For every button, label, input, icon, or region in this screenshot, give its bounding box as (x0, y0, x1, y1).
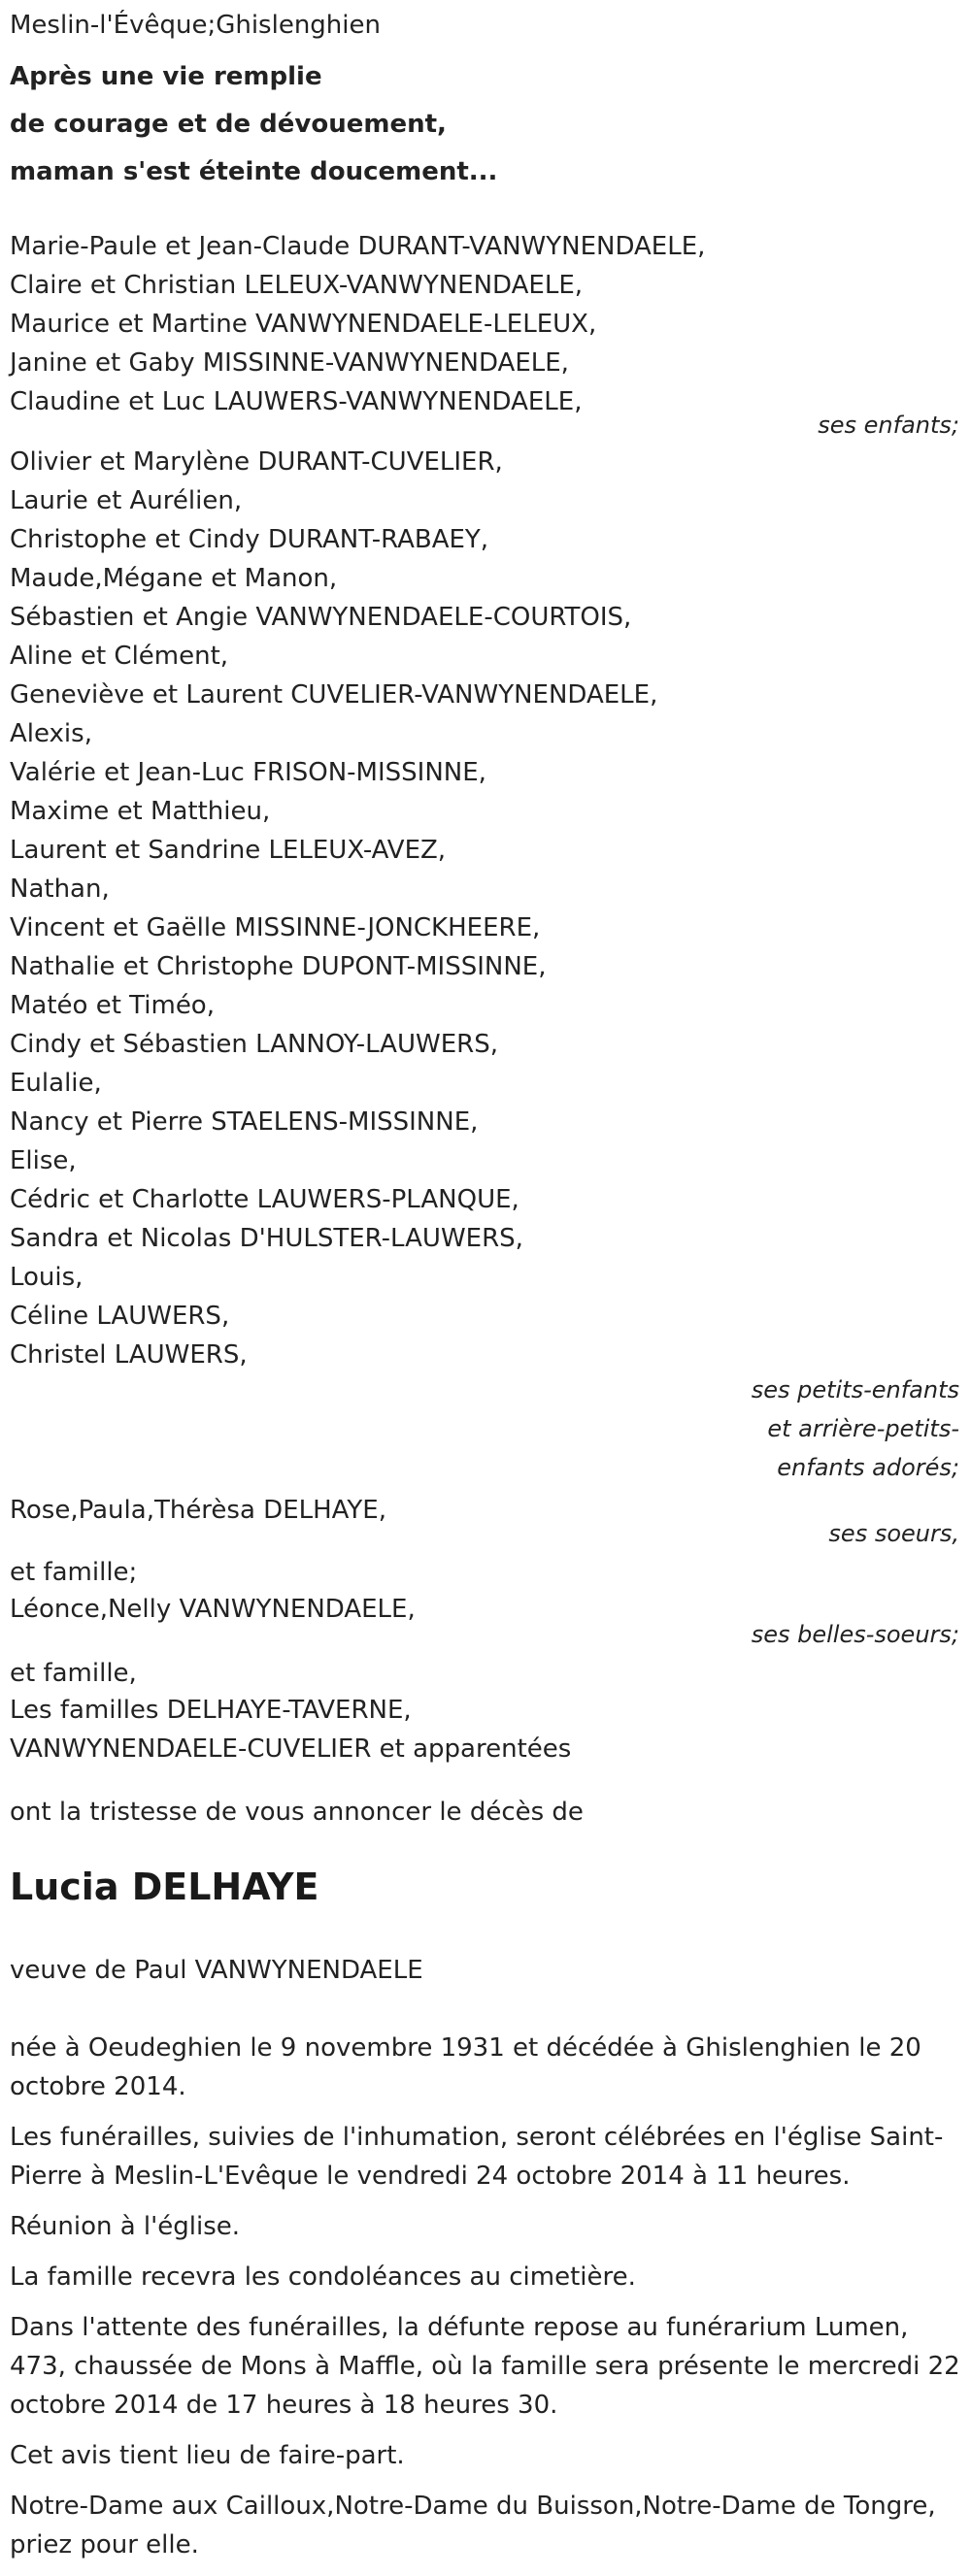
detail-paragraph: Réunion à l'église. (10, 2212, 241, 2241)
deceased-name: Lucia DELHAYE (10, 1866, 319, 1908)
epitaph-line: maman s'est éteinte doucement... (10, 157, 498, 186)
role-grandchildren: enfants adorés; (777, 1454, 959, 1481)
family-line: Cédric et Charlotte LAUWERS-PLANQUE, (10, 1185, 519, 1214)
family-line: Alexis, (10, 719, 92, 748)
family-line: Aline et Clément, (10, 642, 229, 671)
role-sisters-in-law: ses belles-soeurs; (751, 1621, 959, 1648)
family-line: et famille; (10, 1558, 138, 1587)
family-line: Maxime et Matthieu, (10, 797, 271, 826)
family-line: Céline LAUWERS, (10, 1302, 230, 1331)
family-line: Matéo et Timéo, (10, 991, 215, 1020)
family-line: Claire et Christian LELEUX-VANWYNENDAELE, (10, 271, 584, 300)
epitaph-line: de courage et de dévouement, (10, 110, 447, 139)
family-line: Christophe et Cindy DURANT-RABAEY, (10, 525, 489, 554)
family-line: Nathan, (10, 875, 110, 904)
family-line: Sébastien et Angie VANWYNENDAELE-COURTOIS, (10, 603, 632, 632)
family-line: et famille, (10, 1659, 137, 1688)
family-line: Marie-Paule et Jean-Claude DURANT-VANWYNENDAELE, (10, 232, 706, 261)
family-line: Sandra et Nicolas D'HULSTER-LAUWERS, (10, 1224, 523, 1253)
detail-paragraph: Notre-Dame aux Cailloux,Notre-Dame du Buisson,Notre-Dame de Tongre, priez pour elle. (10, 2492, 936, 2559)
detail-paragraph: La famille recevra les condoléances au cimetière. (10, 2262, 636, 2292)
family-line: Léonce,Nelly VANWYNENDAELE, (10, 1595, 416, 1624)
detail-paragraph: Les funérailles, suivies de l'inhumation, seront célébrées en l'église Saint-Pierre à Meslin-L'Evêque le vendredi 24 octobre 2014 à 11 heures. (10, 2123, 944, 2191)
family-line: Elise, (10, 1146, 77, 1175)
family-line: Cindy et Sébastien LANNOY-LAUWERS, (10, 1030, 498, 1059)
family-line: Claudine et Luc LAUWERS-VANWYNENDAELE, (10, 387, 583, 416)
epitaph (10, 53, 497, 196)
family-line: Les familles DELHAYE-TAVERNE, (10, 1696, 412, 1725)
role-children: ses enfants; (818, 412, 959, 439)
family-line: Louis, (10, 1263, 84, 1292)
epitaph-line: Après une vie remplie (10, 62, 322, 91)
detail-paragraph: née à Oeudeghien le 9 novembre 1931 et décédée à Ghislenghien le 20 octobre 2014. (10, 2033, 921, 2101)
family-line: Maude,Mégane et Manon, (10, 564, 338, 593)
family-line: Nancy et Pierre STAELENS-MISSINNE, (10, 1107, 479, 1137)
family-line: Eulalie, (10, 1069, 102, 1098)
detail-paragraph: Cet avis tient lieu de faire-part. (10, 2441, 405, 2470)
role-sisters: ses soeurs, (828, 1520, 959, 1547)
widow-of: veuve de Paul VANWYNENDAELE (10, 1956, 423, 1985)
family-line: Christel LAUWERS, (10, 1340, 248, 1370)
family-line: Rose,Paula,Thérèsa DELHAYE, (10, 1496, 386, 1525)
family-line: Vincent et Gaëlle MISSINNE-JONCKHEERE, (10, 913, 541, 942)
role-grandchildren: ses petits-enfants (751, 1376, 959, 1404)
family-line: Laurie et Aurélien, (10, 486, 243, 515)
family-line: Janine et Gaby MISSINNE-VANWYNENDAELE, (10, 348, 569, 378)
details-block (10, 2029, 961, 2576)
family-line: Nathalie et Christophe DUPONT-MISSINNE, (10, 952, 547, 981)
family-line: VANWYNENDAELE-CUVELIER et apparentées (10, 1734, 572, 1764)
family-line: Laurent et Sandrine LELEUX-AVEZ, (10, 836, 447, 865)
family-line: Maurice et Martine VANWYNENDAELE-LELEUX, (10, 310, 597, 339)
announcement: ont la tristesse de vous annoncer le décès de (10, 1798, 584, 1827)
family-line: Olivier et Marylène DURANT-CUVELIER, (10, 447, 503, 477)
family-line: Geneviève et Laurent CUVELIER-VANWYNENDAELE, (10, 680, 658, 710)
place-line: Meslin-l'Évêque;Ghislenghien (10, 11, 381, 40)
role-grandchildren: et arrière-petits- (767, 1415, 959, 1442)
detail-paragraph: Dans l'attente des funérailles, la défunte repose au funérarium Lumen, 473, chaussée de Mons à Maffle, où la famille sera présente le mercredi 22 octobre 2014 de 17 heures à 18 heures 30. (10, 2313, 960, 2420)
family-line: Valérie et Jean-Luc FRISON-MISSINNE, (10, 758, 486, 787)
